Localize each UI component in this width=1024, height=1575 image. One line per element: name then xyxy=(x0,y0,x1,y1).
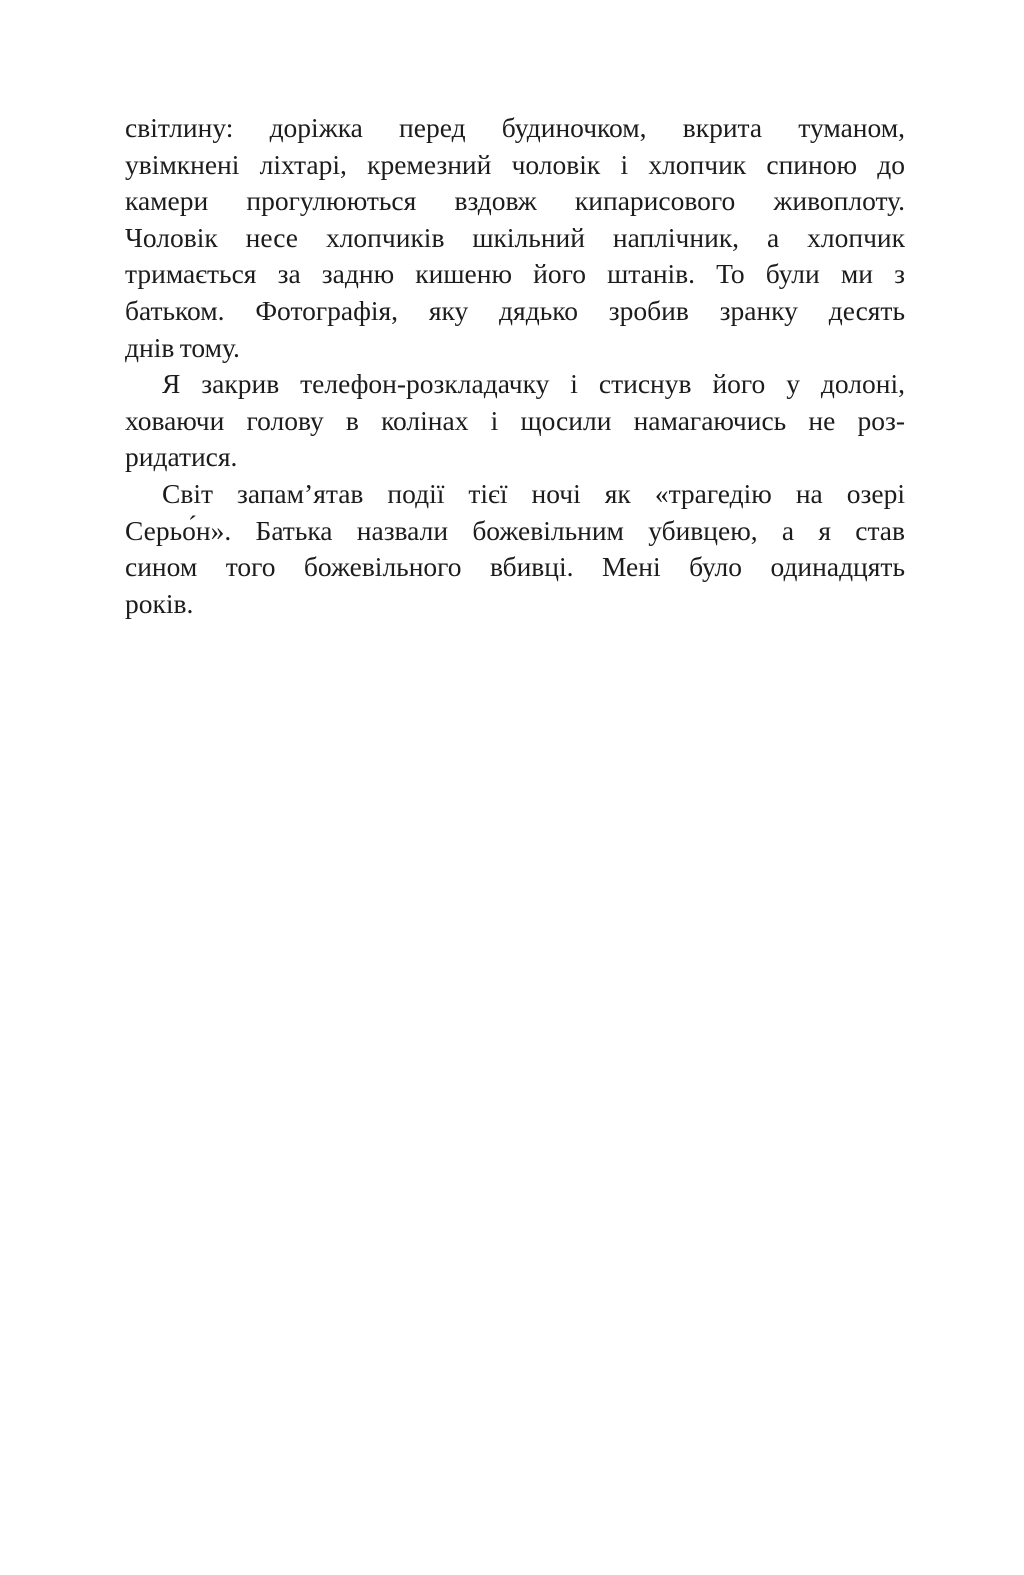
text-line: сином того божевільного вбивці. Мені було одинадцять xyxy=(125,551,905,583)
text-line: увімкнені ліхтарі, кремезний чоловік і хлопчик спиною до xyxy=(125,148,905,180)
text-line: Серьо́н». Батька назвали божевільним убивцею, а я став xyxy=(125,514,905,546)
paragraph-1 xyxy=(125,110,905,366)
text-line: ховаючи голову в колінах і щосили намагаючись не роз- xyxy=(125,404,905,436)
text-line: ридатися. xyxy=(125,441,238,473)
paragraph-3 xyxy=(125,476,905,622)
text-line: камери прогулюються вздовж кипарисового живоплоту. xyxy=(125,185,905,217)
body-text xyxy=(125,110,905,622)
text-line: Світ запам’ятав події тієї ночі як «трагедію на озері xyxy=(162,477,905,509)
text-line: тримається за задню кишеню його штанів. То були ми з xyxy=(125,258,905,290)
paragraph-2 xyxy=(125,366,905,476)
text-line: років. xyxy=(125,587,194,619)
text-line: батьком. Фотографія, яку дядько зробив зранку десять xyxy=(125,294,905,326)
text-line: днів тому. xyxy=(125,331,240,363)
text-line: Чоловік несе хлопчиків шкільний наплічник, а хлопчик xyxy=(125,221,905,253)
text-line: Я закрив телефон-розкладачку і стиснув його у долоні, xyxy=(162,368,905,400)
text-line: світлину: доріжка перед будиночком, вкрита туманом, xyxy=(125,112,905,143)
